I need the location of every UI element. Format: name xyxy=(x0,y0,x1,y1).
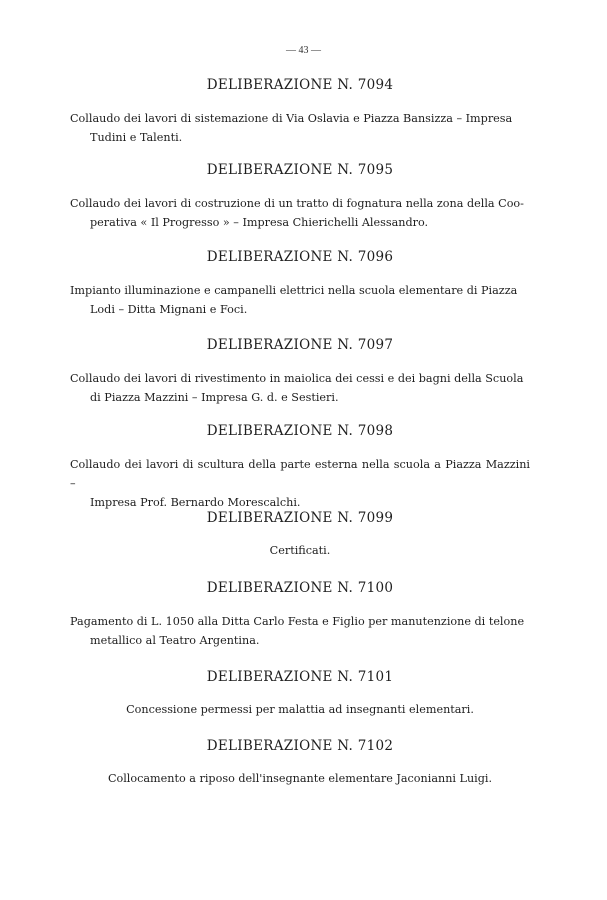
description-line: Collaudo dei lavori di sistemazione di Via Oslavia e Piazza Bansizza – Impresa xyxy=(70,112,513,125)
deliberation-heading: DELIBERAZIONE N. 7102 xyxy=(206,738,394,754)
description-line: Impresa Prof. Bernardo Morescalchi. xyxy=(90,496,301,509)
deliberation-7099 xyxy=(70,510,530,560)
description-line: Collaudo dei lavori di rivestimento in maiolica dei cessi e dei bagni della Scuola xyxy=(70,372,524,385)
description-line: metallico al Teatro Argentina. xyxy=(90,634,260,647)
deliberation-heading: DELIBERAZIONE N. 7100 xyxy=(206,580,394,596)
deliberation-description: Collocamento a riposo dell'insegnante elementare Jaconianni Luigi. xyxy=(107,772,493,785)
deliberation-description: Certificati. xyxy=(269,544,331,557)
deliberation-description xyxy=(70,369,530,407)
deliberation-description xyxy=(70,612,530,650)
deliberation-heading: DELIBERAZIONE N. 7096 xyxy=(206,249,394,265)
description-line: perativa « Il Progresso » – Impresa Chierichelli Alessandro. xyxy=(90,216,429,229)
description-line: Impianto illuminazione e campanelli elettrici nella scuola elementare di Piazza xyxy=(70,284,518,297)
page-number: — 43 — xyxy=(286,45,321,56)
deliberation-7102 xyxy=(70,738,530,788)
deliberation-7101 xyxy=(70,669,530,719)
deliberation-description xyxy=(70,194,530,232)
description-line: Collaudo dei lavori di scultura della parte esterna nella scuola a Piazza Mazzini – xyxy=(70,458,530,490)
deliberation-7098 xyxy=(70,423,530,512)
deliberation-description: Concessione permessi per malattia ad insegnanti elementari. xyxy=(126,703,474,716)
description-line: Collaudo dei lavori di costruzione di un tratto di fognatura nella zona della Coo- xyxy=(70,197,524,210)
deliberation-heading: DELIBERAZIONE N. 7095 xyxy=(206,162,394,178)
deliberation-7095 xyxy=(70,162,530,232)
description-line: Pagamento di L. 1050 alla Ditta Carlo Festa e Figlio per manutenzione di telone xyxy=(70,615,525,628)
deliberation-description xyxy=(70,109,530,147)
deliberation-heading: DELIBERAZIONE N. 7097 xyxy=(206,337,394,353)
description-line: Lodi – Ditta Mignani e Foci. xyxy=(90,303,248,316)
deliberation-7097 xyxy=(70,337,530,407)
description-line: di Piazza Mazzini – Impresa G. d. e Sestieri. xyxy=(90,391,339,404)
deliberation-description xyxy=(70,455,530,512)
deliberation-heading: DELIBERAZIONE N. 7101 xyxy=(206,669,394,685)
deliberation-7100 xyxy=(70,580,530,650)
description-line: Tudini e Talenti. xyxy=(90,131,183,144)
deliberation-heading: DELIBERAZIONE N. 7094 xyxy=(206,77,394,93)
deliberation-heading: DELIBERAZIONE N. 7099 xyxy=(206,510,394,526)
deliberation-description xyxy=(70,281,530,319)
deliberation-7096 xyxy=(70,249,530,319)
deliberation-heading: DELIBERAZIONE N. 7098 xyxy=(206,423,394,439)
deliberation-7094 xyxy=(70,77,530,147)
